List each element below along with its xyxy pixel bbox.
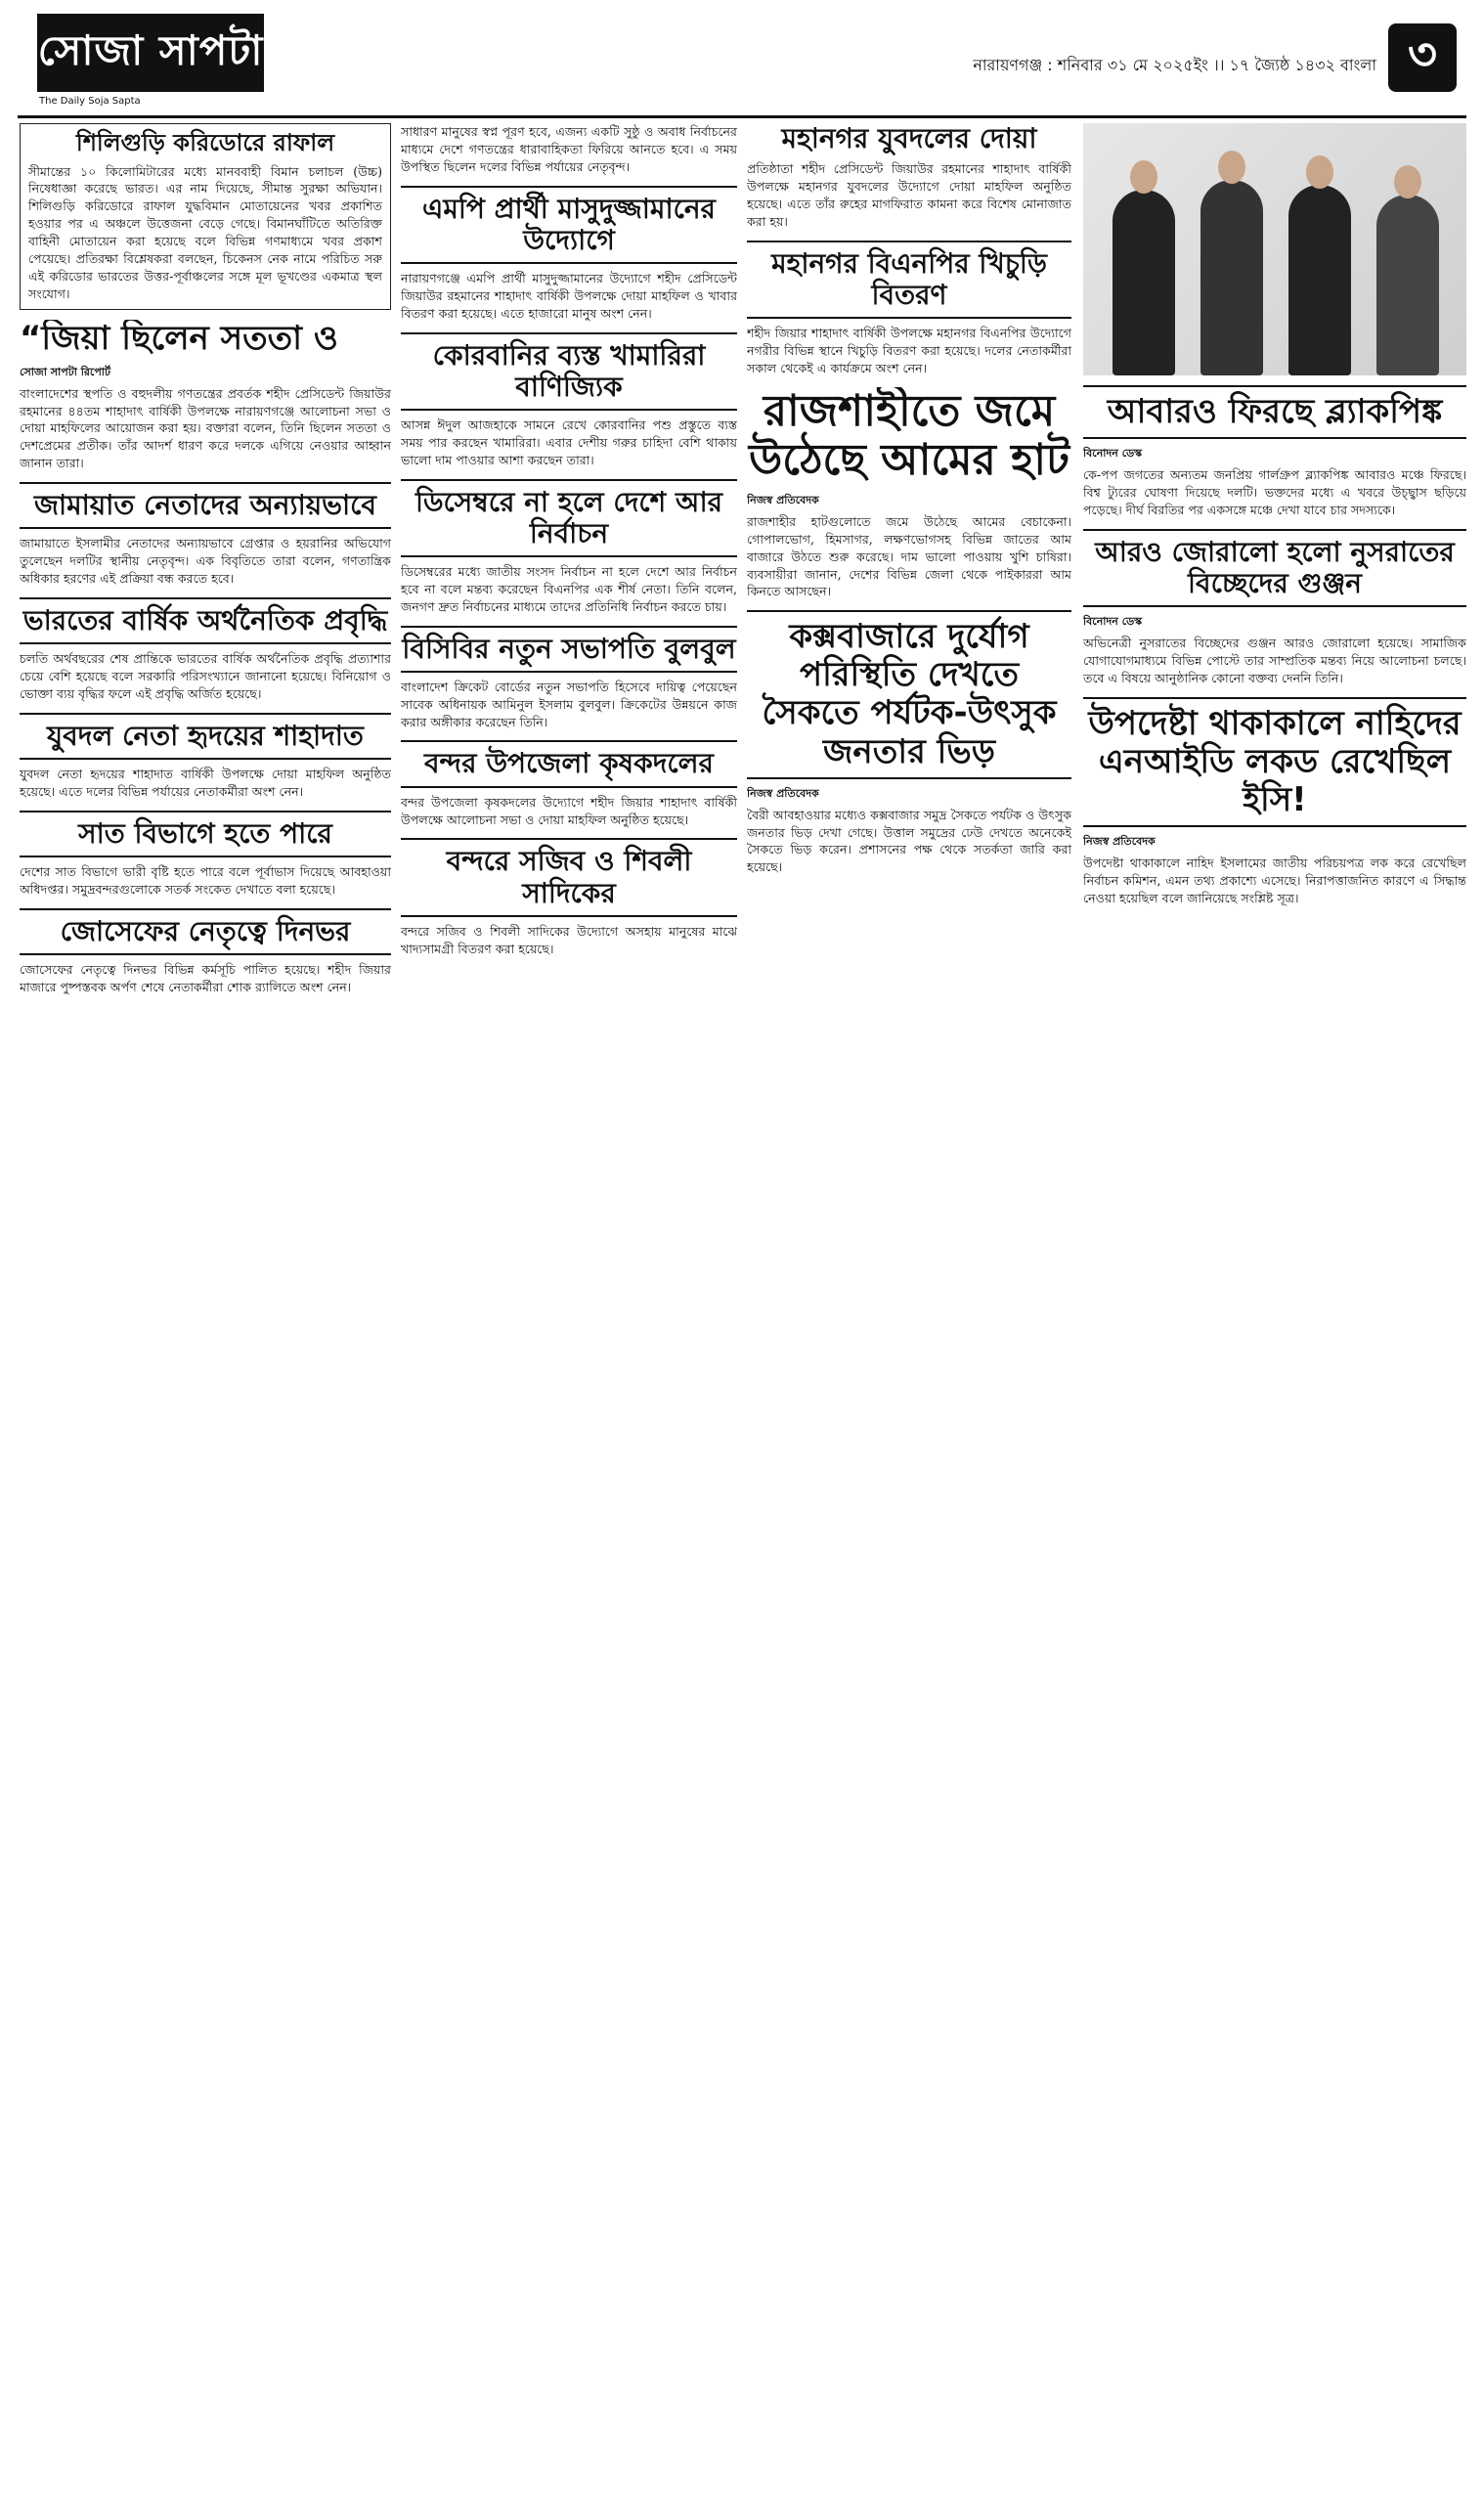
story-rafale[interactable] [20,123,391,310]
story-jamaat[interactable] [20,482,391,588]
blackpink-photo[interactable] [1083,123,1466,375]
story-khichuri[interactable] [747,241,1071,377]
story-jubodal-doa[interactable] [747,123,1071,231]
story-body: রাজশাহীর হাটগুলোতে জমে উঠেছে আমের বেচাকেনা। গোপালভোগ, হিমসাগর, লক্ষণভোগসহ বিভিন্ন জাতের আম বাজারে উঠতে শুরু করেছে। দাম ভালো পাওয়ায় খুশি চাষিরা। ব্যবসায়ীরা জানান, দেশের বিভিন্ন জেলা থেকে পাইকাররা আম কিনতে আসছেন। [747,513,1071,599]
newspaper-logo[interactable]: সোজা সাপটা [37,14,264,92]
story-body: যুবদল নেতা হৃদয়ের শাহাদাত বার্ষিকী উপলক্ষে দোয়া মাহফিল অনুষ্ঠিত হয়েছে। এতে দলের বিভিন্ন পর্যায়ের নেতাকর্মীরা অংশ নেন। [20,766,391,799]
story-body: জামায়াতে ইসলামীর নেতাদের অন্যায়ভাবে গ্রেপ্তার ও হয়রানির অভিযোগ তুলেছেন দলটির স্থানীয় নেতৃবৃন্দ। এক বিবৃতিতে তারা বলেন, গণতান্ত্রিক অধিকার হরণের এই প্রক্রিয়া বন্ধ করতে হবে। [20,536,391,586]
story-india-growth[interactable] [20,597,391,703]
story-krishakdal[interactable] [401,740,737,828]
headline: আবারও ফিরছে ব্ল্যাকপিঙ্ক [1083,385,1466,439]
byline: বিনোদন ডেস্ক [1083,615,1143,629]
story-body: অভিনেত্রী নুসরাতের বিচ্ছেদের গুঞ্জন আরও জোরালো হয়েছে। সামাজিক যোগাযোগমাধ্যমে বিভিন্ন পোস্টে তার সাম্প্রতিক মন্তব্য নিয়ে আলোচনা চলছে। তবে এ বিষয়ে আনুষ্ঠানিক কোনো বক্তব্য দেননি তিনি। [1083,636,1466,685]
headline: বন্দরে সজিব ও শিবলী সাদিকের [401,838,737,916]
byline: নিজস্ব প্রতিবেদক [1083,835,1156,848]
story-jubodal[interactable] [20,713,391,801]
page-number: ৩ [1388,23,1457,92]
column-4 [1083,123,1466,917]
headline: মহানগর যুবদলের দোয়া [781,123,1037,154]
headline: সাত বিভাগে হতে পারে [20,811,391,857]
headline: জোসেফের নেতৃত্বে দিনভর [20,908,391,955]
logo-subtitle: The Daily Soja Sapta [39,96,141,107]
story-body: বাংলাদেশ ক্রিকেট বোর্ডের নতুন সভাপতি হিসেবে দায়িত্ব পেয়েছেন সাবেক অধিনায়ক আমিনুল ইসলাম বুলবুল। ক্রিকেটের উন্নয়নে কাজ করার অঙ্গীকার করেছেন তিনি। [401,679,737,729]
headline: ভারতের বার্ষিক অর্থনৈতিক প্রবৃদ্ধি [20,597,391,644]
story-joseph[interactable] [20,908,391,996]
story-election[interactable] [401,479,737,616]
headline: মহানগর বিএনপির খিচুড়ি বিতরণ [747,241,1071,319]
story-nusrat[interactable] [1083,529,1466,687]
column-1 [20,123,391,1006]
headline: কক্সবাজারে দুর্যোগ পরিস্থিতি দেখতে সৈকতে পর্যটক-উৎসুক জনতার ভিড় [747,610,1071,778]
story-body: শহীদ জিয়ার শাহাদাৎ বার্ষিকী উপলক্ষে মহানগর বিএনপির উদ্যোগে নগরীর বিভিন্ন স্থানে খিচুড়ি বিতরণ করা হয়েছে। দলের নেতাকর্মীরা সকাল থেকেই এ কার্যক্রমে অংশ নেন। [747,326,1071,375]
story-body: উপদেষ্টা থাকাকালে নাহিদ ইসলামের জাতীয় পরিচয়পত্র লক করে রেখেছিল নির্বাচন কমিশন, এমন তথ্য প্রকাশ্যে এসেছে। নিরাপত্তাজনিত কারণে এ সিদ্ধান্ত নেওয়া হয়েছিল বলে জানিয়েছে সংশ্লিষ্ট সূত্র। [1083,856,1466,905]
byline: সোজা সাপটা রিপোর্ট [20,365,110,378]
story-body: দেশের সাত বিভাগে ভারী বৃষ্টি হতে পারে বলে পূর্বাভাস দিয়েছে আবহাওয়া অধিদপ্তর। সমুদ্রবন্দরগুলোকে সতর্ক সংকেত দেখাতে বলা হয়েছে। [20,863,391,897]
story-body: কে-পপ জগতের অন্যতম জনপ্রিয় গার্লগ্রুপ ব্ল্যাকপিঙ্ক আবারও মঞ্চে ফিরছে। বিশ্ব ট্যুরের ঘোষণা দিয়েছে দলটি। ভক্তদের মধ্যে এ খবরে উচ্ছ্বাস ছড়িয়ে পড়েছে। দীর্ঘ বিরতির পর একসঙ্গে মঞ্চে দেখা যাবে চার সদস্যকে। [1083,467,1466,517]
story-body: সীমান্তের ১০ কিলোমিটারের মধ্যে মানববাহী বিমান চলাচল (উচ্চ) নিষেধাজ্ঞা করেছে ভারত। এর নাম দিয়েছে, সীমান্ত সুরক্ষা অভিযান। শিলিগুড়ি করিডোরে রাফাল যুদ্ধবিমান মোতায়েনের খবর প্রকাশিত হওয়ার পর এ অঞ্চলে উত্তেজনা বেড়ে গেছে। বিমানঘাঁটিতে অতিরিক্ত বাহিনী মোতায়েন করা হয়েছে বলে বিভিন্ন গণমাধ্যমে খবর প্রকাশ পেয়েছে। প্রতিরক্ষা বিশ্লেষকরা বলছেন, চিকেনস নেক নামে পরিচিত সরু এই করিডোর ভারতের উত্তর-পূর্বাঞ্চলের সঙ্গে মূল ভূখণ্ডের একমাত্র স্থল সংযোগ। [28,163,382,301]
headline: শিলিগুড়ি করিডোরে রাফাল [75,129,335,156]
masthead [18,0,1466,118]
column-2 [401,123,737,968]
story-nahid-nid[interactable] [1083,697,1466,907]
story-blackpink[interactable] [1083,385,1466,519]
story-body: প্রতিষ্ঠাতা শহীদ প্রেসিডেন্ট জিয়াউর রহমানের শাহাদাৎ বার্ষিকী উপলক্ষে মহানগর যুবদলের উদ্যোগে দোয়া মাহফিল অনুষ্ঠিত হয়েছে। এতে তাঁর রুহের মাগফিরাত কামনা করে বিশেষ মোনাজাত করা হয়। [747,161,1071,229]
byline: নিজস্ব প্রতিবেদক [747,493,819,506]
headline: কোরবানির ব্যস্ত খামারিরা বাণিজ্যিক [401,332,737,411]
story-body: ডিসেম্বরের মধ্যে জাতীয় সংসদ নির্বাচন না হলে দেশে আর নির্বাচন হবে না বলে মন্তব্য করেছেন বিএনপির এক শীর্ষ নেতা। তিনি বলেন, জনগণ দ্রুত নির্বাচনের মাধ্যমে তাদের প্রতিনিধি নির্বাচন করতে চায়। [401,564,737,614]
story-mango[interactable] [747,387,1071,601]
headline: জামায়াত নেতাদের অন্যায়ভাবে [20,482,391,529]
byline: বিনোদন ডেস্ক [1083,447,1143,461]
dateline: নারায়ণগঞ্জ : শনিবার ৩১ মে ২০২৫ইং ।। ১৭ জ্যৈষ্ঠ ১৪৩২ বাংলা [973,56,1376,74]
story-body: বাংলাদেশের স্থপতি ও বহুদলীয় গণতন্ত্রের প্রবর্তক শহীদ প্রেসিডেন্ট জিয়াউর রহমানের ৪৪তম শাহাদাৎ বার্ষিকী উপলক্ষে নারায়ণগঞ্জে আলোচনা সভা ও দোয়া মাহফিলের আয়োজন করা হয়। বক্তারা বলেন, তিনি ছিলেন সততা ও দেশপ্রেমের প্রতীক। তাঁর আদর্শ ধারণ করে দলকে এগিয়ে নেওয়ার আহ্বান জানান তারা। [20,385,391,471]
headline: উপদেষ্টা থাকাকালে নাহিদের এনআইডি লকড রেখেছিল ইসি! [1083,697,1466,827]
headline: আরও জোরালো হলো নুসরাতের বিচ্ছেদের গুঞ্জন [1083,529,1466,607]
story-sajib-shibli[interactable] [401,838,737,957]
headline: বন্দর উপজেলা কৃষকদলের [401,740,737,787]
story-qurbani[interactable] [401,332,737,469]
story-body: বন্দরে সজিব ও শিবলী সাদিকের উদ্যোগে অসহায় মানুষের মাঝে খাদ্যসামগ্রী বিতরণ করা হয়েছে। [401,923,737,956]
column-3 [747,123,1071,886]
byline: নিজস্ব প্রতিবেদক [747,786,819,800]
story-body: সাধারণ মানুষের স্বপ্ন পূরণ হবে, এজন্য একটি সুষ্ঠু ও অবাধ নির্বাচনের মাধ্যমে দেশে গণতন্ত্রের ধারাবাহিকতা ফিরিয়ে আনতে হবে। এ সময় উপস্থিত ছিলেন দলের বিভিন্ন পর্যায়ের নেতৃবৃন্দ। [401,124,737,174]
headline: “জিয়া ছিলেন সততা ও [20,319,338,358]
story-rain[interactable] [20,811,391,899]
story-bcb[interactable] [401,626,737,731]
story-body: চলতি অর্থবছরের শেষ প্রান্তিকে ভারতের বার্ষিক অর্থনৈতিক প্রবৃদ্ধি প্রত্যাশার চেয়ে বেশি হয়েছে বলে সরকারি পরিসংখ্যানে জানানো হয়েছে। বিনিয়োগ ও ভোক্তা ব্যয় বৃদ্ধির ফলে এই প্রবৃদ্ধি অর্জিত হয়েছে। [20,651,391,701]
headline: যুবদল নেতা হৃদয়ের শাহাদাত [20,713,391,760]
story-coxsbazar[interactable] [747,610,1071,876]
story-zia[interactable] [20,320,391,472]
story-body: নারায়ণগঞ্জে এমপি প্রার্থী মাসুদুজ্জামানের উদ্যোগে শহীদ প্রেসিডেন্ট জিয়াউর রহমানের শাহাদাৎ বার্ষিকী উপলক্ষে দোয়া মাহফিল ও খাবার বিতরণ করা হয়েছে। এতে হাজারো মানুষ অংশ নেন। [401,271,737,321]
story-continuation[interactable] [401,123,737,176]
headline: ডিসেম্বরে না হলে দেশে আর নির্বাচন [401,479,737,557]
headline: এমপি প্রার্থী মাসুদুজ্জামানের উদ্যোগে [401,186,737,264]
story-body: আসন্ন ঈদুল আজহাকে সামনে রেখে কোরবানির পশু প্রস্তুতে ব্যস্ত সময় পার করছেন খামারিরা। এবার দেশীয় গরুর চাহিদা বেশি থাকায় ভালো দাম পাওয়ার আশা করছেন তারা। [401,417,737,467]
story-body: জোসেফের নেতৃত্বে দিনভর বিভিন্ন কর্মসূচি পালিত হয়েছে। শহীদ জিয়ার মাজারে পুষ্পস্তবক অর্পণ শেষে নেতাকর্মীরা শোক র‍্যালিতে অংশ নেন। [20,961,391,994]
headline: রাজশাহীতে জমে উঠেছে আমের হাট [749,386,1069,486]
story-body: বৈরী আবহাওয়ার মধ্যেও কক্সবাজার সমুদ্র সৈকতে পর্যটক ও উৎসুক জনতার ভিড় দেখা গেছে। উত্তাল সমুদ্রের ঢেউ দেখতে অনেকেই সৈকতে ভিড় করেন। প্রশাসনের পক্ষ থেকে সতর্কতা জারি করা হয়েছে। [747,807,1071,875]
story-masuduzzaman[interactable] [401,186,737,323]
headline: বিসিবির নতুন সভাপতি বুলবুল [401,626,737,673]
story-body: বন্দর উপজেলা কৃষকদলের উদ্যোগে শহীদ জিয়ার শাহাদাৎ বার্ষিকী উপলক্ষে আলোচনা সভা ও দোয়া মাহফিল অনুষ্ঠিত হয়েছে। [401,794,737,827]
